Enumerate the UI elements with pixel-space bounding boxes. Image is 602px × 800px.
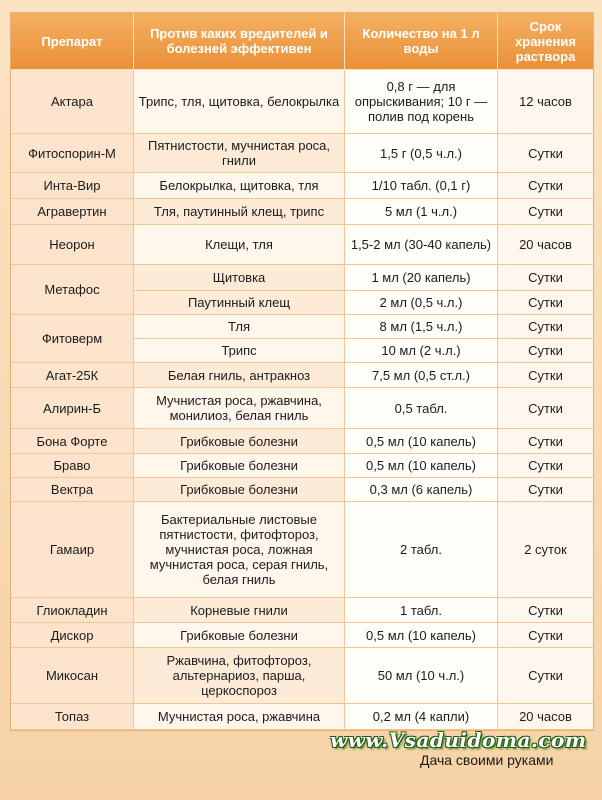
cell-time: Сутки [498,648,593,704]
table-header-row [11,13,593,70]
cell-pest: Тля, паутинный клещ, трипс [134,199,345,225]
cell-pest: Паутинный клещ [134,291,345,315]
cell-time: Сутки [498,315,593,339]
cell-dose: 1 табл. [345,598,498,623]
cell-name: Агравертин [11,199,134,225]
table-row [11,225,593,265]
cell-name: Топаз [11,704,134,730]
cell-pest: Мучнистая роса, ржавчина, монилиоз, белая гниль [134,388,345,429]
cell-pest: Корневые гнили [134,598,345,623]
table-row [11,199,593,225]
table-row [11,429,593,454]
cell-dose: 10 мл (2 ч.л.) [345,339,498,363]
cell-time: Сутки [498,623,593,648]
cell-name: Инта-Вир [11,173,134,199]
cell-name: Гамаир [11,502,134,598]
cell-dose: 2 мл (0,5 ч.л.) [345,291,498,315]
header-preparation: Препарат [11,13,134,70]
cell-name: Агат-25К [11,363,134,388]
table-row [11,265,593,291]
cell-name: Вектра [11,478,134,502]
table-row [11,598,593,623]
cell-dose: 2 табл. [345,502,498,598]
cell-name: Алирин-Б [11,388,134,429]
cell-time: Сутки [498,265,593,291]
header-storage: Срок хранения раствора [498,13,593,70]
table-row [11,502,593,598]
cell-time: 20 часов [498,225,593,265]
cell-pest: Клещи, тля [134,225,345,265]
cell-dose: 0,3 мл (6 капель) [345,478,498,502]
cell-dose: 0,5 табл. [345,388,498,429]
cell-dose: 0,8 г — для опрыскивания; 10 г — полив под корень [345,70,498,134]
cell-name: Метафос [11,265,134,315]
site-tagline: Дача своими руками [420,752,554,768]
cell-name: Браво [11,454,134,478]
cell-dose: 8 мл (1,5 ч.л.) [345,315,498,339]
cell-name: Дискор [11,623,134,648]
cell-name: Неорон [11,225,134,265]
cell-pest: Белая гниль, антракноз [134,363,345,388]
table-row [11,134,593,173]
pesticide-table [10,12,594,731]
cell-time: 20 часов [498,704,593,730]
cell-pest: Щитовка [134,265,345,291]
table-row [11,478,593,502]
cell-time: Сутки [498,598,593,623]
cell-name: Фитоверм [11,315,134,363]
cell-time: Сутки [498,478,593,502]
cell-pest: Тля [134,315,345,339]
cell-pest: Мучнистая роса, ржавчина [134,704,345,730]
cell-pest: Пятнистости, мучнистая роса, гнили [134,134,345,173]
cell-dose: 0,5 мл (10 капель) [345,429,498,454]
cell-time: Сутки [498,134,593,173]
cell-time: Сутки [498,173,593,199]
cell-pest: Грибковые болезни [134,478,345,502]
cell-dose: 1 мл (20 капель) [345,265,498,291]
cell-time: Сутки [498,429,593,454]
cell-name: Актара [11,70,134,134]
cell-time: 2 суток [498,502,593,598]
cell-pest: Трипс [134,339,345,363]
table-row [11,363,593,388]
cell-pest: Грибковые болезни [134,623,345,648]
cell-name: Микосан [11,648,134,704]
cell-dose: 0,5 мл (10 капель) [345,454,498,478]
cell-pest: Ржавчина, фитофтороз, альтернариоз, парша, церкоспороз [134,648,345,704]
cell-time: Сутки [498,339,593,363]
cell-time: 12 часов [498,70,593,134]
cell-dose: 7,5 мл (0,5 ст.л.) [345,363,498,388]
cell-pest: Белокрылка, щитовка, тля [134,173,345,199]
site-logo[interactable]: www.Vsaduidoma.com [330,728,587,752]
table-row [11,454,593,478]
header-dose: Количество на 1 л воды [345,13,498,70]
header-target-pests: Против каких вредителей и болезней эффективен [134,13,345,70]
table-row [11,173,593,199]
cell-dose: 1,5-2 мл (30-40 капель) [345,225,498,265]
cell-time: Сутки [498,454,593,478]
table-row [11,623,593,648]
cell-pest: Грибковые болезни [134,454,345,478]
cell-dose: 50 мл (10 ч.л.) [345,648,498,704]
cell-time: Сутки [498,363,593,388]
cell-name: Глиокладин [11,598,134,623]
table-row [11,648,593,704]
cell-dose: 0,2 мл (4 капли) [345,704,498,730]
cell-time: Сутки [498,199,593,225]
table-row [11,704,593,730]
cell-dose: 1/10 табл. (0,1 г) [345,173,498,199]
table-row [11,70,593,134]
cell-name: Бона Форте [11,429,134,454]
cell-pest: Бактериальные листовые пятнистости, фитофтороз, мучнистая роса, ложная мучнистая роса, серая гниль, белая гниль [134,502,345,598]
table-row [11,388,593,429]
cell-name: Фитоспорин-М [11,134,134,173]
cell-dose: 5 мл (1 ч.л.) [345,199,498,225]
cell-pest: Трипс, тля, щитовка, белокрылка [134,70,345,134]
cell-time: Сутки [498,291,593,315]
cell-time: Сутки [498,388,593,429]
cell-dose: 1,5 г (0,5 ч.л.) [345,134,498,173]
cell-dose: 0,5 мл (10 капель) [345,623,498,648]
cell-pest: Грибковые болезни [134,429,345,454]
table-row [11,315,593,339]
